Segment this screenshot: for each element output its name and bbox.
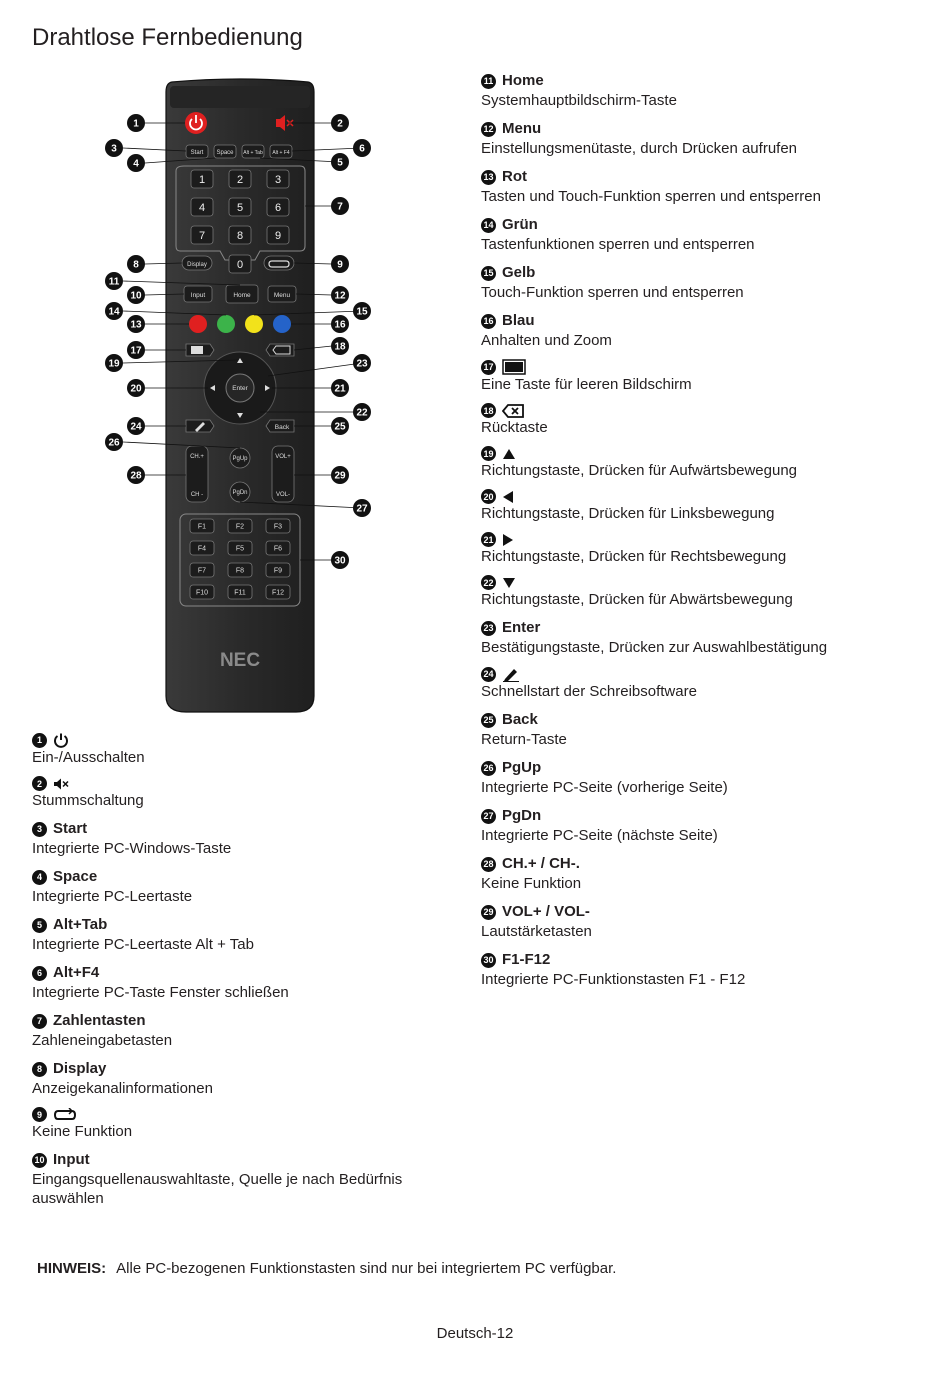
blank-screen-icon xyxy=(191,346,203,354)
legend-entry-label: CH.+ / CH-. xyxy=(502,855,580,872)
legend-entry-description: Keine Funktion xyxy=(32,1123,133,1140)
legend-entry-head xyxy=(481,666,921,682)
callout-number-badge: 11 xyxy=(481,74,496,89)
legend-entry-description: Anhalten und Zoom xyxy=(481,332,612,349)
altf4-key: Alt + F4 xyxy=(272,150,290,156)
callout-number: 27 xyxy=(356,503,368,515)
blue-key xyxy=(273,315,291,333)
legend-entry-description: Tasten und Touch-Funktion sperren und entsperren xyxy=(481,188,821,205)
legend-entry-label: Menu xyxy=(502,120,542,137)
callout-number: 12 xyxy=(334,290,346,302)
legend-entry xyxy=(481,167,921,206)
legend-entry-head xyxy=(32,1011,452,1031)
legend-entry-label: Display xyxy=(53,1060,107,1077)
home-key: Home xyxy=(233,292,251,299)
legend-entry xyxy=(481,263,921,302)
legend-entry-head xyxy=(32,1059,452,1079)
callout-number: 10 xyxy=(130,290,142,302)
callout-number: 22 xyxy=(356,407,368,419)
callout-number-badge: 9 xyxy=(32,1107,47,1122)
legend-entry-description: Eingangsquellenauswahltaste, Quelle je nach Bedürfnis auswählen xyxy=(32,1171,403,1207)
legend-entry-label: Zahlentasten xyxy=(53,1012,146,1029)
legend-entry-description: Stummschaltung xyxy=(32,792,144,809)
function-key-label: F2 xyxy=(235,523,245,531)
callout-number: 29 xyxy=(334,470,346,482)
legend-entry-head xyxy=(481,950,921,970)
callout-number: 21 xyxy=(334,383,346,395)
callout-number: 3 xyxy=(111,143,117,155)
callout-number-badge: 1 xyxy=(32,733,47,748)
legend-entry-head xyxy=(481,532,921,547)
function-key-label: F5 xyxy=(235,545,245,553)
callout-number-badge: 5 xyxy=(32,918,47,933)
legend-entry-description: Integrierte PC-Windows-Taste xyxy=(32,840,232,857)
callout-number: 25 xyxy=(334,421,346,433)
callout-number: 9 xyxy=(337,259,343,271)
page-footer: Deutsch-12 xyxy=(436,1325,514,1342)
legend-entry xyxy=(481,758,921,797)
digit-key-label: 6 xyxy=(274,202,282,214)
legend-entry-description: Integrierte PC-Leertaste Alt + Tab xyxy=(32,936,254,953)
legend-entry xyxy=(481,575,921,609)
callout-number: 28 xyxy=(130,470,142,482)
legend-entry-description: Richtungstaste, Drücken für Linksbewegung xyxy=(481,505,775,522)
callout-number-badge: 29 xyxy=(481,905,496,920)
legend-entry-head xyxy=(481,119,921,139)
note-label: HINWEIS: xyxy=(37,1260,107,1277)
digit-key-label: 8 xyxy=(236,230,244,242)
callout-number-badge: 30 xyxy=(481,953,496,968)
function-key-label: F7 xyxy=(197,567,207,575)
callout-number-badge: 7 xyxy=(32,1014,47,1029)
callout-number-badge: 23 xyxy=(481,621,496,636)
function-key-label: F4 xyxy=(197,545,207,553)
arrow-up-icon xyxy=(502,448,516,460)
digit-key-label: 3 xyxy=(274,174,282,186)
legend-entry xyxy=(481,902,921,941)
callout-number: 18 xyxy=(334,341,346,353)
legend-left-column xyxy=(32,732,452,1217)
callout-number-badge: 12 xyxy=(481,122,496,137)
callout-number-badge: 24 xyxy=(481,667,496,682)
legend-entry xyxy=(32,819,452,858)
ch-minus-key: CH - xyxy=(190,492,204,498)
input-key: Input xyxy=(190,292,206,299)
legend-entry-description: Richtungstaste, Drücken für Rechtsbewegung xyxy=(481,548,787,565)
callout-number-badge: 21 xyxy=(481,532,496,547)
callout-number: 5 xyxy=(337,157,343,169)
digit-key-label: 5 xyxy=(236,202,244,214)
callout-number-badge: 6 xyxy=(32,966,47,981)
note xyxy=(37,1260,616,1277)
callout-number-badge: 22 xyxy=(481,575,496,590)
legend-entry xyxy=(481,403,921,437)
legend-entry-label: Input xyxy=(53,1151,90,1168)
legend-entry-head xyxy=(481,215,921,235)
legend-entry xyxy=(32,1059,452,1098)
digit-key-label: 4 xyxy=(198,202,206,214)
legend-entry xyxy=(32,1150,452,1208)
callout-number: 14 xyxy=(108,306,120,318)
callout-number: 11 xyxy=(108,276,120,288)
legend-entry-head xyxy=(481,902,921,922)
back-key: Back xyxy=(274,424,290,431)
digit-key-label: 7 xyxy=(198,230,206,242)
legend-entry-label: Back xyxy=(502,711,538,728)
legend-entry-description: Touch-Funktion sperren und entsperren xyxy=(481,284,744,301)
callout-number: 17 xyxy=(130,345,142,357)
callout-number-badge: 17 xyxy=(481,360,496,375)
legend-entry-head xyxy=(32,867,452,887)
callout-number: 2 xyxy=(337,118,343,130)
callout-number-badge: 10 xyxy=(32,1153,47,1168)
callout-number: 4 xyxy=(133,158,139,170)
callout-number-badge: 25 xyxy=(481,713,496,728)
legend-entry-description: Einstellungsmenütaste, durch Drücken aufrufen xyxy=(481,140,798,157)
start-key: Start xyxy=(190,150,204,156)
legend-entry xyxy=(481,666,921,701)
legend-entry xyxy=(481,532,921,566)
function-key-label: F6 xyxy=(273,545,283,553)
callout-number-badge: 4 xyxy=(32,870,47,885)
callout-number-badge: 27 xyxy=(481,809,496,824)
legend-entry xyxy=(481,710,921,749)
callout-number-badge: 13 xyxy=(481,170,496,185)
loop-icon xyxy=(53,1108,77,1122)
legend-entry-head xyxy=(481,263,921,283)
legend-entry-label: Gelb xyxy=(502,264,536,281)
legend-entry-head xyxy=(32,915,452,935)
legend-entry-description: Integrierte PC-Taste Fenster schließen xyxy=(32,984,289,1001)
legend-entry-head xyxy=(481,806,921,826)
legend-entry-head xyxy=(481,71,921,91)
legend-entry-description: Rücktaste xyxy=(481,419,548,436)
legend-entry-description: Systemhauptbildschirm-Taste xyxy=(481,92,677,109)
power-icon xyxy=(53,732,69,748)
vol-plus-key: VOL+ xyxy=(275,454,291,460)
alttab-key: Alt + Tab xyxy=(243,150,263,156)
legend-entry-label: Home xyxy=(502,72,544,89)
vol-minus-key: VOL- xyxy=(275,492,291,498)
ch-plus-key: CH.+ xyxy=(190,454,204,460)
callout-number: 16 xyxy=(334,319,346,331)
legend-entry-label: Alt+Tab xyxy=(53,916,108,933)
function-key-label: F1 xyxy=(197,523,207,531)
legend-entry-head xyxy=(481,167,921,187)
legend-entry-description: Ein-/Ausschalten xyxy=(32,749,145,766)
legend-entry xyxy=(481,359,921,394)
legend-entry xyxy=(481,950,921,989)
legend-entry-head xyxy=(32,819,452,839)
menu-key: Menu xyxy=(273,292,291,299)
legend-entry xyxy=(32,963,452,1002)
callout-number-badge: 16 xyxy=(481,314,496,329)
callout-number: 20 xyxy=(130,383,142,395)
legend-entry-label: Alt+F4 xyxy=(53,964,100,981)
arrow-left-icon xyxy=(502,490,514,504)
callout-number: 26 xyxy=(108,437,120,449)
callout-number-badge: 26 xyxy=(481,761,496,776)
legend-entry-head xyxy=(481,710,921,730)
legend-entry-description: Integrierte PC-Leertaste xyxy=(32,888,193,905)
function-key-label: F3 xyxy=(273,523,283,531)
legend-entry-description: Zahleneingabetasten xyxy=(32,1032,173,1049)
callout-number-badge: 15 xyxy=(481,266,496,281)
space-key: Space xyxy=(216,150,234,156)
legend-entry-description: Integrierte PC-Seite (vorherige Seite) xyxy=(481,779,728,796)
legend-entry-head xyxy=(32,963,452,983)
legend-entry-description: Anzeigekanalinformationen xyxy=(32,1080,213,1097)
legend-entry-head xyxy=(481,446,921,461)
legend-entry-label: Blau xyxy=(502,312,535,329)
mute-icon xyxy=(53,777,69,791)
callout-number-badge: 19 xyxy=(481,446,496,461)
legend-entry-label: Enter xyxy=(502,619,541,636)
digit-key-label: 1 xyxy=(198,174,206,186)
blank-screen-icon xyxy=(502,359,526,375)
callout-number: 15 xyxy=(356,306,368,318)
digit-key-label: 0 xyxy=(236,259,244,271)
pgdn-key: PgDn xyxy=(232,490,248,496)
arrow-down-icon xyxy=(502,577,516,589)
enter-key: Enter xyxy=(232,385,248,392)
legend-entry-head xyxy=(32,776,452,791)
function-key-label: F9 xyxy=(273,567,283,575)
legend-entry-label: PgDn xyxy=(502,807,542,824)
callout-number-badge: 8 xyxy=(32,1062,47,1077)
legend-entry xyxy=(481,71,921,110)
legend-entry-head xyxy=(481,489,921,504)
backspace-icon xyxy=(502,404,524,418)
legend-entry-head xyxy=(32,732,452,748)
legend-entry-description: Integrierte PC-Seite (nächste Seite) xyxy=(481,827,718,844)
yellow-key xyxy=(245,315,263,333)
legend-entry-head xyxy=(481,311,921,331)
legend-entry-head xyxy=(481,854,921,874)
callout-number-badge: 20 xyxy=(481,489,496,504)
page-title: Drahtlose Fernbedienung xyxy=(32,24,303,51)
legend-entry-description: Richtungstaste, Drücken für Aufwärtsbewegung xyxy=(481,462,798,479)
legend-entry-description: Eine Taste für leeren Bildschirm xyxy=(481,376,692,393)
legend-entry xyxy=(32,867,452,906)
callout-number: 24 xyxy=(130,421,142,433)
legend-entry-head xyxy=(481,758,921,778)
legend-entry-label: VOL+ / VOL- xyxy=(502,903,590,920)
legend-entry-head xyxy=(481,403,921,418)
legend-entry xyxy=(481,119,921,158)
legend-entry-description: Bestätigungstaste, Drücken zur Auswahlbestätigung xyxy=(481,639,828,656)
callout-number-badge: 14 xyxy=(481,218,496,233)
function-key-label: F12 xyxy=(271,589,285,597)
legend-entry-label: Rot xyxy=(502,168,527,185)
callout-number: 8 xyxy=(133,259,139,271)
callout-number: 1 xyxy=(133,118,139,130)
legend-entry xyxy=(32,915,452,954)
arrow-right-icon xyxy=(502,533,514,547)
legend-entry xyxy=(481,489,921,523)
legend-entry-head xyxy=(481,359,921,375)
legend-entry xyxy=(481,446,921,480)
legend-entry xyxy=(32,732,452,767)
legend-entry-head xyxy=(481,618,921,638)
legend-entry-label: F1-F12 xyxy=(502,951,551,968)
legend-entry-head xyxy=(32,1107,452,1122)
legend-entry-label: Grün xyxy=(502,216,538,233)
legend-entry-description: Lautstärketasten xyxy=(481,923,592,940)
legend-entry xyxy=(481,854,921,893)
legend-entry xyxy=(481,618,921,657)
digit-key-label: 9 xyxy=(274,230,282,242)
callout-number-badge: 3 xyxy=(32,822,47,837)
legend-entry xyxy=(481,806,921,845)
legend-entry-label: PgUp xyxy=(502,759,542,776)
nec-logo: NEC xyxy=(219,650,261,671)
red-key xyxy=(189,315,207,333)
legend-entry-head xyxy=(481,575,921,590)
function-key-label: F11 xyxy=(234,589,246,597)
callout-number: 30 xyxy=(334,555,346,567)
note-text: Alle PC-bezogenen Funktionstasten sind nur bei integriertem PC verfügbar. xyxy=(116,1260,617,1277)
legend-entry-label: Space xyxy=(53,868,98,885)
legend-entry-description: Schnellstart der Schreibsoftware xyxy=(481,683,697,700)
callout-number: 6 xyxy=(359,143,365,155)
callout-number-badge: 18 xyxy=(481,403,496,418)
legend-entry-description: Integrierte PC-Funktionstasten F1 - F12 xyxy=(481,971,746,988)
legend-entry-label: Start xyxy=(53,820,88,837)
legend-entry xyxy=(32,1011,452,1050)
legend-entry-description: Richtungstaste, Drücken für Abwärtsbewegung xyxy=(481,591,793,608)
function-key-label: F8 xyxy=(235,567,245,575)
callout-number: 7 xyxy=(337,201,343,213)
legend-entry-description: Return-Taste xyxy=(481,731,567,748)
legend-entry-head xyxy=(32,1150,452,1170)
legend-entry-description: Keine Funktion xyxy=(481,875,582,892)
legend-entry-description: Tastenfunktionen sperren und entsperren xyxy=(481,236,755,253)
callout-number-badge: 28 xyxy=(481,857,496,872)
display-key: Display xyxy=(187,262,207,268)
callout-number: 13 xyxy=(130,319,142,331)
callout-number: 19 xyxy=(108,358,120,370)
function-key-label: F10 xyxy=(195,589,209,597)
digit-key-label: 2 xyxy=(236,174,244,186)
callout-number: 23 xyxy=(356,358,368,370)
legend-entry xyxy=(481,311,921,350)
callout-number-badge: 2 xyxy=(32,776,47,791)
legend-entry xyxy=(32,776,452,810)
remote-control-figure xyxy=(100,78,380,718)
legend-right-column xyxy=(481,71,921,998)
legend-entry xyxy=(32,1107,452,1141)
green-key xyxy=(217,315,235,333)
legend-entry xyxy=(481,215,921,254)
pgup-key: PgUp xyxy=(232,456,248,462)
pen-icon xyxy=(502,666,520,682)
